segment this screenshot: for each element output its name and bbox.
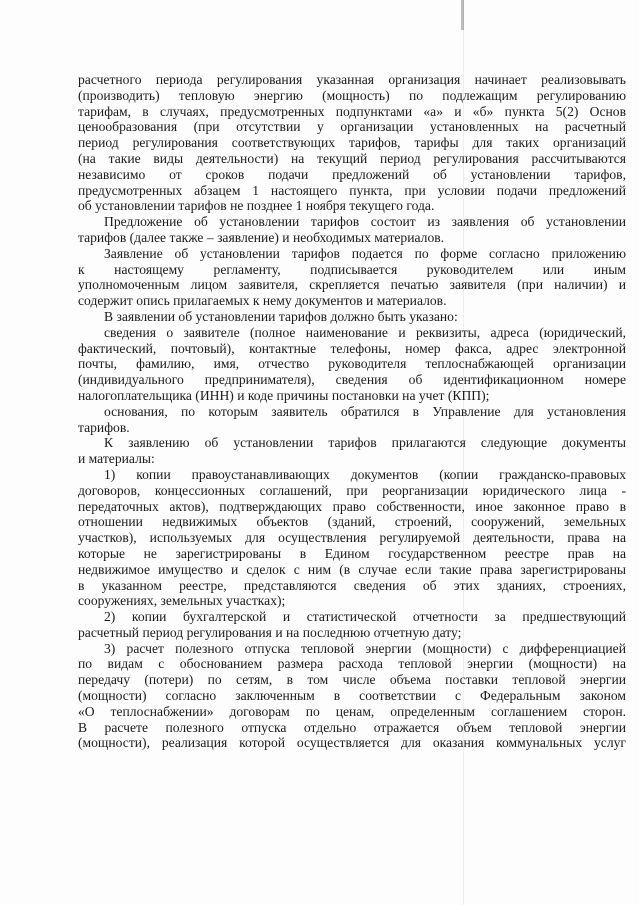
text-line: в указанном реестре, представляются сведения об этих зданиях, строениях, [78,577,626,593]
text-line: недвижимое имущество и сделок с ним (в случае если такие права зарегистрированы [78,561,626,577]
text-line: (мощности), реализация которой осуществляется для оказания коммунальных услуг [78,735,626,751]
text-line: которые не зарегистрированы в Едином государственном реестре прав на [78,545,626,561]
text-line: расчетный период регулирования и на последнюю отчетную дату; [78,624,462,640]
text-line: (мощности) согласно заключенным в соответствии с Федеральным законом [78,688,626,704]
text-line: (индивидуального предпринимателя), сведения об идентификационном номере [78,372,626,388]
text-line: уполномоченным лицом заявителя, скрепляется печатью заявителя (при наличии) и [78,277,626,293]
text-line: почты, фамилию, имя, отчество руководителя теплоснабжающей организации [78,356,626,372]
text-line: основания, по которым заявитель обратился в Управление для установления [104,403,626,419]
text-line: тарифов. [78,419,130,435]
text-line: ценообразования (при отсутствии у организации установленных на расчетный [78,119,626,135]
text-line: участков), используемых для осуществления регулируемой деятельности, права на [78,530,626,546]
text-line: налогоплательщика (ИНН) и коде причины постановки на учет (КПП); [78,387,490,403]
text-line: договоров, концессионных соглашений, при реорганизации юридического лица - [78,482,626,498]
text-line: 3) расчет полезного отпуска тепловой энергии (мощности) с дифференциацией [104,640,626,656]
text-line: сведения о заявителе (полное наименование и реквизиты, адреса (юридический, [104,324,626,340]
text-line: 1) копии правоустанавливающих документов (копии гражданско-правовых [104,466,626,482]
text-line: «О теплоснабжении» договорам по ценам, определенным соглашением сторон. [78,703,626,719]
text-line: предусмотренных абзацем 1 настоящего пункта, при условии подачи предложений [78,182,626,198]
text-line: период регулирования соответствующих тарифов, тарифы для таких организаций [78,135,626,151]
text-line: В заявлении об установлении тарифов должно быть указано: [104,308,458,324]
text-line: по видам с обоснованием размера расхода тепловой энергии (мощности) на [78,656,626,672]
text-line: к настоящему регламенту, подписывается руководителем или иным [78,261,626,277]
text-line: передаточных актов), подтверждающих право собственности, иное законное право в [78,498,626,514]
text-line: сооружениях, земельных участках); [78,593,286,609]
text-line: Заявление об установлении тарифов подается по форме согласно приложению [104,245,626,261]
text-line: Предложение об установлении тарифов состоит из заявления об установлении [104,214,626,230]
text-line: (на такие виды деятельности) на текущий период регулирования рассчитываются [78,150,626,166]
text-line: фактический, почтовый), контактные телефоны, номер факса, адрес электронной [78,340,626,356]
text-line: тарифам, в случаях, предусмотренных подпунктами «а» и «б» пункта 5(2) Основ [78,103,626,119]
text-line: расчетного периода регулирования указанная организация начинает реализовывать [78,72,626,87]
text-line: В расчете полезного отпуска отдельно отражается объем тепловой энергии [78,719,626,735]
text-line: 2) копии бухгалтерской и статистической отчетности за предшествующий [104,609,626,625]
text-line: и материалы: [78,451,155,467]
text-line: об установлении тарифов не позднее 1 ноября текущего года. [78,198,435,214]
text-line: (производить) тепловую энергию (мощность) по подлежащим регулированию [78,87,626,103]
text-line: отношении недвижимых объектов (зданий, строений, сооружений, земельных [78,514,626,530]
text-line: независимо от сроков подачи предложений об установлении тарифов, [78,166,626,182]
text-line: передачу (потери) по сетям, в том числе объема поставки тепловой энергии [78,672,626,688]
text-line: К заявлению об установлении тарифов прилагаются следующие документы [104,435,626,451]
text-line: содержит опись прилагаемых к нему документов и материалов. [78,293,447,309]
text-line: тарифов (далее также – заявление) и необходимых материалов. [78,229,445,245]
document-body [78,72,626,751]
